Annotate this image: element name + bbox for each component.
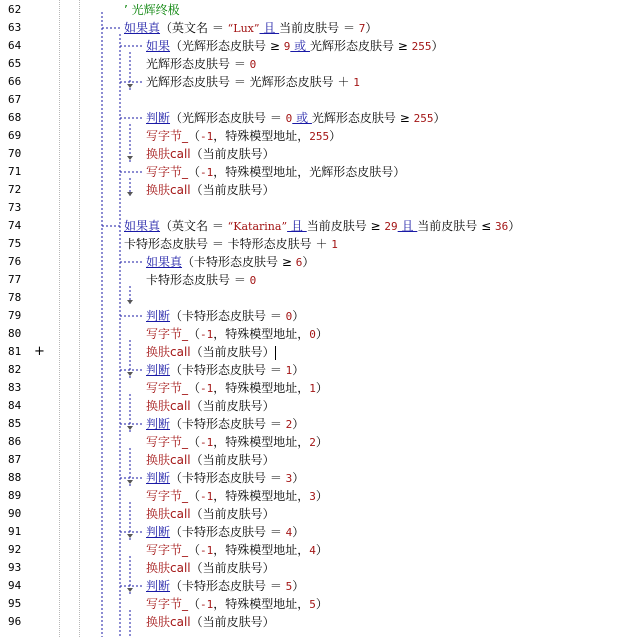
- code-token: -1: [200, 490, 214, 503]
- code-token: （当前皮肤号）: [190, 615, 275, 629]
- code-token: ）: [315, 435, 328, 449]
- code-token: 光辉形态皮肤号 ＝: [146, 57, 250, 71]
- line-number: 90: [8, 507, 22, 520]
- line-number: 63: [8, 21, 22, 34]
- code-text[interactable]: [146, 181, 275, 199]
- code-token: 判断: [146, 471, 171, 485]
- code-token: 或: [290, 39, 310, 53]
- code-token: ）: [292, 417, 305, 431]
- code-line[interactable]: [0, 91, 621, 109]
- code-line[interactable]: [0, 379, 621, 397]
- code-token: （: [188, 597, 201, 611]
- code-line[interactable]: [0, 325, 621, 343]
- code-token: -1: [200, 166, 214, 179]
- code-token: ，特殊模型地址，: [213, 435, 310, 449]
- code-token: 换肤call: [146, 147, 191, 161]
- code-text[interactable]: [146, 379, 328, 398]
- code-token: 如果真: [124, 219, 161, 233]
- code-token: （当前皮肤号）: [190, 345, 275, 359]
- code-line[interactable]: [0, 595, 621, 613]
- code-token: 写字节_: [146, 381, 189, 395]
- code-token: 判断: [146, 579, 171, 593]
- code-text[interactable]: [124, 19, 377, 38]
- code-token: ）: [433, 111, 446, 125]
- code-text[interactable]: [146, 469, 304, 488]
- line-number: 73: [8, 201, 22, 214]
- line-number: 81: [8, 345, 22, 358]
- code-text[interactable]: [146, 37, 444, 56]
- code-token: ）: [292, 309, 305, 323]
- code-line[interactable]: [0, 469, 621, 487]
- code-text[interactable]: [146, 127, 341, 146]
- code-token: 或: [292, 111, 312, 125]
- code-line[interactable]: [0, 541, 621, 559]
- code-token: 29: [384, 220, 398, 233]
- code-token: ）: [329, 129, 342, 143]
- code-token: （当前皮肤号）: [190, 561, 275, 575]
- line-number: 70: [8, 147, 22, 160]
- code-line[interactable]: [0, 559, 621, 577]
- code-token: ）: [292, 525, 305, 539]
- code-token: 当前皮肤号 ≤: [417, 219, 495, 233]
- code-token: （: [188, 165, 201, 179]
- code-text[interactable]: [146, 163, 405, 182]
- line-number: 71: [8, 165, 22, 178]
- code-line[interactable]: [0, 361, 621, 379]
- code-token: 换肤call: [146, 453, 191, 467]
- code-token: -1: [200, 382, 214, 395]
- line-number: 68: [8, 111, 22, 124]
- code-token: 卡特形态皮肤号 ＝: [146, 273, 250, 287]
- code-token: 判断: [146, 111, 171, 125]
- code-text[interactable]: [146, 595, 328, 614]
- line-number: 69: [8, 129, 22, 142]
- code-token: 写字节_: [146, 597, 189, 611]
- code-token: 1: [309, 382, 316, 395]
- code-text[interactable]: [146, 397, 275, 415]
- code-line[interactable]: [0, 145, 621, 163]
- code-line[interactable]: [0, 577, 621, 595]
- code-line[interactable]: [0, 217, 621, 235]
- line-number: 94: [8, 579, 22, 592]
- code-token: 且: [287, 219, 307, 233]
- code-token: 1: [353, 76, 360, 89]
- code-token: 判断: [146, 309, 171, 323]
- code-token: 1: [331, 238, 338, 251]
- code-text[interactable]: [146, 109, 446, 128]
- code-token: （光辉形态皮肤号 ＝: [170, 111, 286, 125]
- code-token: （: [188, 381, 201, 395]
- code-token: 光辉形态皮肤号 ≥: [311, 111, 414, 125]
- code-token: 换肤call: [146, 615, 191, 629]
- code-text[interactable]: [124, 217, 520, 236]
- code-token: ，特殊模型地址，: [213, 543, 310, 557]
- code-token: “Lux”: [227, 22, 260, 35]
- line-number: 91: [8, 525, 22, 538]
- code-token: 当前皮肤号 ≥: [306, 219, 385, 233]
- code-token: 2: [309, 436, 316, 449]
- code-token: （光辉形态皮肤号 ≥: [170, 39, 284, 53]
- line-number: 77: [8, 273, 22, 286]
- code-token: ，特殊模型地址，: [213, 381, 310, 395]
- line-number: 75: [8, 237, 22, 250]
- code-token: 0: [285, 112, 293, 125]
- code-token: （卡特形态皮肤号 ＝: [170, 363, 286, 377]
- breakpoint-marker[interactable]: +: [34, 344, 45, 359]
- code-token: 换肤call: [146, 561, 191, 575]
- code-line[interactable]: [0, 73, 621, 91]
- code-text[interactable]: [146, 559, 275, 577]
- code-token: ）: [315, 597, 328, 611]
- code-token: 255: [309, 130, 330, 143]
- code-text[interactable]: [146, 73, 360, 92]
- code-token: （卡特形态皮肤号 ＝: [170, 309, 286, 323]
- code-token: -1: [200, 328, 214, 341]
- code-token: 且: [397, 219, 418, 233]
- code-token: （卡特形态皮肤号 ＝: [170, 471, 286, 485]
- code-token: 判断: [146, 363, 171, 377]
- code-line[interactable]: [0, 163, 621, 181]
- line-number: 95: [8, 597, 22, 610]
- code-line[interactable]: [0, 253, 621, 271]
- code-token: 3: [309, 490, 316, 503]
- code-token: ，特殊模型地址，: [213, 489, 310, 503]
- code-line[interactable]: [0, 181, 621, 199]
- code-text[interactable]: [146, 253, 314, 272]
- code-line[interactable]: [0, 109, 621, 127]
- code-token: ）: [431, 39, 444, 53]
- code-text[interactable]: [146, 613, 275, 631]
- code-line[interactable]: [0, 343, 621, 361]
- code-token: 如果真: [124, 21, 161, 35]
- code-line[interactable]: [0, 397, 621, 415]
- line-number: 80: [8, 327, 22, 340]
- code-token: （: [188, 435, 201, 449]
- text-cursor: [275, 346, 276, 360]
- code-token: ）: [315, 381, 328, 395]
- code-token: -1: [200, 544, 214, 557]
- line-number: 66: [8, 75, 22, 88]
- code-token: 光辉形态皮肤号 ≥: [309, 39, 412, 53]
- code-token: 当前皮肤号 ＝: [279, 21, 359, 35]
- code-token: 且: [259, 21, 280, 35]
- code-token: 255: [411, 40, 432, 53]
- code-line[interactable]: [0, 235, 621, 253]
- line-number: 96: [8, 615, 22, 628]
- code-text[interactable]: [146, 361, 304, 380]
- code-token: 判断: [146, 525, 171, 539]
- code-line[interactable]: [0, 127, 621, 145]
- code-token: 5: [309, 598, 316, 611]
- code-token: ’ 光辉终极: [124, 3, 180, 17]
- line-number: 92: [8, 543, 22, 556]
- code-text[interactable]: [146, 55, 256, 74]
- line-number: 67: [8, 93, 22, 106]
- code-token: （: [188, 489, 201, 503]
- code-token: （卡特形态皮肤号 ＝: [170, 417, 286, 431]
- code-token: 换肤call: [146, 345, 191, 359]
- code-token: ）: [508, 219, 521, 233]
- line-number: 88: [8, 471, 22, 484]
- line-number: 72: [8, 183, 22, 196]
- code-text[interactable]: [146, 271, 256, 290]
- code-line[interactable]: [0, 199, 621, 217]
- code-text[interactable]: [146, 433, 328, 452]
- code-token: 换肤call: [146, 507, 191, 521]
- line-number: 87: [8, 453, 22, 466]
- code-token: 换肤call: [146, 183, 191, 197]
- code-token: ，特殊模型地址，: [213, 597, 310, 611]
- code-line[interactable]: [0, 55, 621, 73]
- code-line[interactable]: [0, 307, 621, 325]
- code-text[interactable]: [146, 487, 328, 506]
- line-number: 78: [8, 291, 22, 304]
- code-token: ）: [315, 543, 328, 557]
- line-number: 89: [8, 489, 22, 502]
- code-token: （卡特形态皮肤号 ＝: [170, 525, 286, 539]
- code-line[interactable]: [0, 487, 621, 505]
- code-line[interactable]: [0, 613, 621, 631]
- line-number: 64: [8, 39, 22, 52]
- code-line[interactable]: [0, 415, 621, 433]
- code-token: （当前皮肤号）: [190, 507, 275, 521]
- line-number: 74: [8, 219, 22, 232]
- code-line[interactable]: [0, 451, 621, 469]
- line-number: 65: [8, 57, 22, 70]
- code-line[interactable]: [0, 433, 621, 451]
- line-number: 86: [8, 435, 22, 448]
- code-token: ）: [315, 327, 328, 341]
- code-text[interactable]: [146, 325, 328, 344]
- code-token: ，特殊模型地址，光辉形态皮肤号）: [213, 165, 406, 179]
- line-number: 79: [8, 309, 22, 322]
- code-token: 光辉形态皮肤号 ＝ 光辉形态皮肤号 ＋: [146, 75, 354, 89]
- code-line[interactable]: [0, 1, 621, 19]
- code-token: （当前皮肤号）: [190, 147, 275, 161]
- code-text[interactable]: [146, 505, 275, 523]
- line-number: 76: [8, 255, 22, 268]
- code-token: ）: [292, 363, 305, 377]
- code-token: ）: [315, 489, 328, 503]
- code-text[interactable]: [146, 541, 328, 560]
- code-text[interactable]: [146, 577, 304, 596]
- code-line[interactable]: [0, 523, 621, 541]
- code-token: -1: [200, 130, 214, 143]
- code-token: （英文名 ＝: [160, 21, 228, 35]
- code-token: 6: [295, 256, 303, 269]
- code-text[interactable]: [124, 235, 338, 254]
- code-text[interactable]: [146, 451, 275, 469]
- line-number: 85: [8, 417, 22, 430]
- code-text[interactable]: [146, 523, 304, 542]
- code-line[interactable]: [0, 19, 621, 37]
- code-token: 2: [285, 418, 293, 431]
- code-token: （当前皮肤号）: [190, 399, 275, 413]
- code-token: （当前皮肤号）: [190, 453, 275, 467]
- code-token: “Katarina”: [227, 220, 288, 233]
- code-token: 写字节_: [146, 129, 189, 143]
- code-token: 36: [494, 220, 509, 233]
- code-token: 写字节_: [146, 165, 189, 179]
- code-token: 写字节_: [146, 489, 189, 503]
- code-token: （: [188, 543, 201, 557]
- code-token: 0: [309, 328, 316, 341]
- code-line[interactable]: [0, 289, 621, 307]
- code-text[interactable]: [146, 415, 304, 434]
- code-token: 换肤call: [146, 399, 191, 413]
- code-line[interactable]: [0, 505, 621, 523]
- code-line[interactable]: [0, 37, 621, 55]
- code-text[interactable]: [124, 1, 180, 19]
- code-token: 255: [413, 112, 434, 125]
- code-token: -1: [200, 436, 214, 449]
- code-token: （卡特形态皮肤号 ＝: [170, 579, 286, 593]
- line-number: 83: [8, 381, 22, 394]
- code-token: 如果: [146, 39, 171, 53]
- code-token: 5: [285, 580, 293, 593]
- code-text[interactable]: [146, 343, 276, 361]
- line-number: 62: [8, 3, 22, 16]
- code-token: 9: [283, 40, 291, 53]
- code-token: （: [188, 327, 201, 341]
- code-token: 如果真: [146, 255, 183, 269]
- code-token: ）: [292, 471, 305, 485]
- code-token: -1: [200, 598, 214, 611]
- code-token: （: [188, 129, 201, 143]
- code-token: 4: [309, 544, 316, 557]
- code-token: 7: [358, 22, 366, 35]
- code-text[interactable]: [146, 307, 304, 326]
- line-number: 82: [8, 363, 22, 376]
- code-token: 3: [285, 472, 293, 485]
- code-token: 卡特形态皮肤号 ＝ 卡特形态皮肤号 ＋: [124, 237, 332, 251]
- code-token: 写字节_: [146, 327, 189, 341]
- code-token: 写字节_: [146, 435, 189, 449]
- code-token: 4: [285, 526, 293, 539]
- code-token: 写字节_: [146, 543, 189, 557]
- code-token: （当前皮肤号）: [190, 183, 275, 197]
- code-token: （英文名 ＝: [160, 219, 228, 233]
- code-text[interactable]: [146, 145, 275, 163]
- code-token: 0: [285, 310, 293, 323]
- code-token: ）: [292, 579, 305, 593]
- code-token: ，特殊模型地址，: [213, 327, 310, 341]
- code-token: ）: [302, 255, 315, 269]
- code-token: （卡特形态皮肤号 ≥: [182, 255, 296, 269]
- code-token: 0: [249, 274, 257, 287]
- code-token: 判断: [146, 417, 171, 431]
- code-token: ）: [365, 21, 378, 35]
- code-token: 0: [249, 58, 257, 71]
- code-token: 1: [285, 364, 293, 377]
- code-line[interactable]: [0, 271, 621, 289]
- code-token: ，特殊模型地址，: [213, 129, 310, 143]
- line-number: 93: [8, 561, 22, 574]
- line-number: 84: [8, 399, 22, 412]
